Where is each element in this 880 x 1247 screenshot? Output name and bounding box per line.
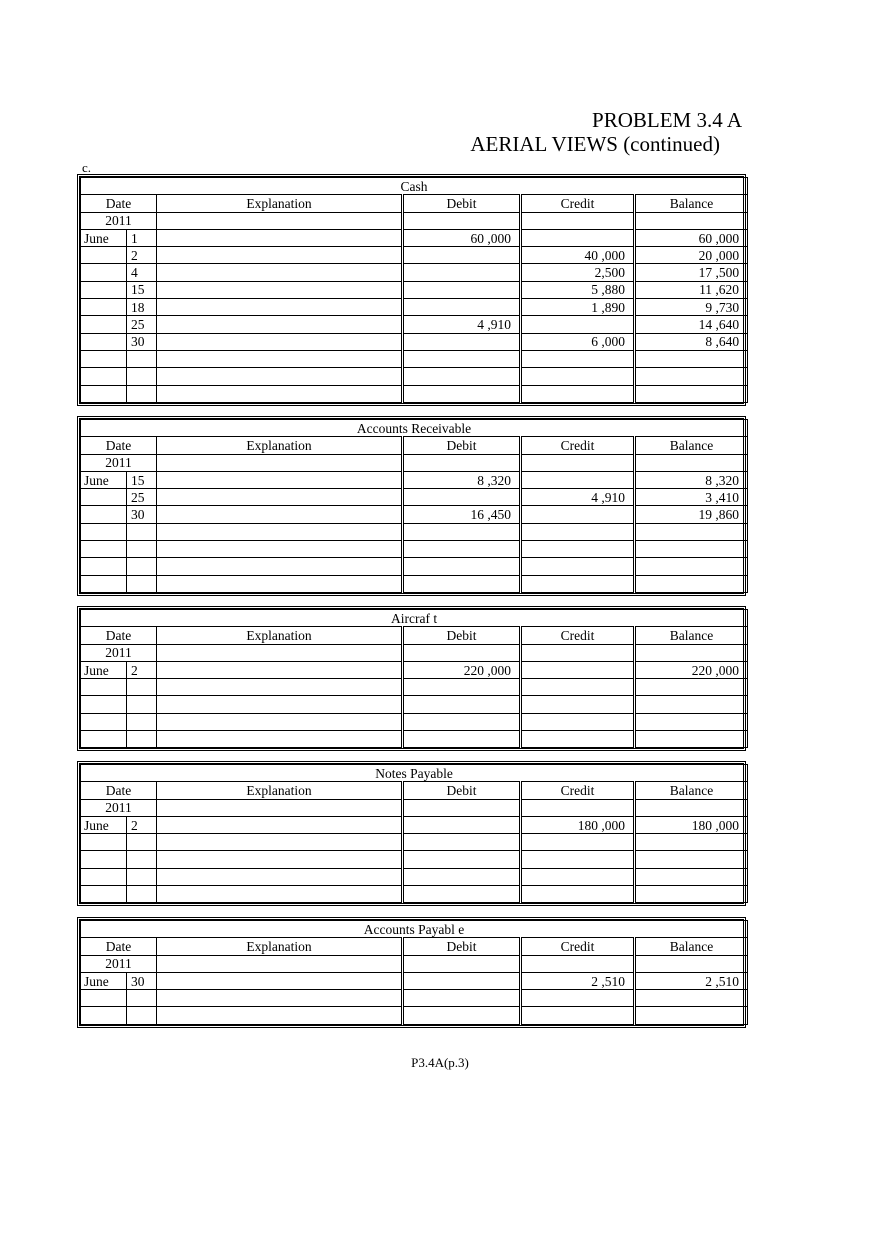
- credit-cell: [521, 471, 635, 488]
- debit-cell: [403, 834, 521, 851]
- blank-row: [81, 523, 748, 540]
- balance-cell: [635, 558, 748, 575]
- entry-row: [81, 816, 748, 833]
- blank-row: [81, 368, 748, 385]
- year-cell: 2011: [81, 799, 157, 816]
- month-cell: [81, 247, 127, 264]
- debit-cell: [403, 489, 521, 506]
- explanation-cell: [157, 506, 403, 523]
- blank-row: [81, 575, 748, 592]
- explanation-cell: [157, 471, 403, 488]
- date-header: Date: [81, 938, 157, 955]
- day-cell: [127, 350, 157, 367]
- day-cell: 30: [127, 333, 157, 350]
- debit-cell: [403, 541, 521, 558]
- account-name: Cash: [81, 178, 748, 195]
- balance-cell: [635, 454, 748, 471]
- balance-cell: [635, 385, 748, 402]
- explanation-cell: [157, 489, 403, 506]
- month-cell: [81, 886, 127, 903]
- credit-cell: [521, 713, 635, 730]
- day-cell: [127, 834, 157, 851]
- blank-row: [81, 731, 748, 748]
- explanation-cell: [157, 281, 403, 298]
- month-cell: [81, 523, 127, 540]
- ledger-table: [80, 920, 748, 1025]
- explanation-cell: [157, 212, 403, 229]
- explanation-cell: [157, 368, 403, 385]
- balance-cell: [635, 541, 748, 558]
- balance-header: Balance: [635, 938, 748, 955]
- credit-cell: 2 ,510: [521, 972, 635, 989]
- day-cell: 30: [127, 506, 157, 523]
- balance-cell: 8 ,320: [635, 471, 748, 488]
- debit-cell: 8 ,320: [403, 471, 521, 488]
- account-name: Accounts Receivable: [81, 420, 748, 437]
- debit-cell: [403, 350, 521, 367]
- explanation-cell: [157, 454, 403, 471]
- credit-header: Credit: [521, 437, 635, 454]
- credit-cell: [521, 212, 635, 229]
- month-cell: June: [81, 661, 127, 678]
- blank-row: [81, 1007, 748, 1024]
- balance-cell: 11 ,620: [635, 281, 748, 298]
- day-cell: 18: [127, 299, 157, 316]
- debit-cell: [403, 679, 521, 696]
- debit-cell: [403, 955, 521, 972]
- day-cell: [127, 713, 157, 730]
- explanation-cell: [157, 558, 403, 575]
- month-cell: [81, 264, 127, 281]
- year-row: [81, 644, 748, 661]
- month-cell: [81, 990, 127, 1007]
- balance-cell: 20 ,000: [635, 247, 748, 264]
- ledger-accounts-receivable: [77, 416, 746, 596]
- credit-cell: [521, 731, 635, 748]
- explanation-cell: [157, 264, 403, 281]
- explanation-cell: [157, 247, 403, 264]
- explanation-header: Explanation: [157, 437, 403, 454]
- entry-row: [81, 972, 748, 989]
- blank-row: [81, 385, 748, 402]
- explanation-cell: [157, 731, 403, 748]
- credit-cell: 180 ,000: [521, 816, 635, 833]
- account-name-row: [81, 765, 748, 782]
- explanation-cell: [157, 816, 403, 833]
- debit-cell: [403, 990, 521, 1007]
- header-row: [81, 782, 748, 799]
- month-cell: [81, 541, 127, 558]
- ledger-aircraft: [77, 606, 746, 751]
- month-cell: [81, 299, 127, 316]
- balance-cell: [635, 1007, 748, 1024]
- explanation-cell: [157, 1007, 403, 1024]
- balance-cell: 3 ,410: [635, 489, 748, 506]
- month-cell: [81, 333, 127, 350]
- debit-cell: [403, 523, 521, 540]
- day-cell: [127, 1007, 157, 1024]
- explanation-header: Explanation: [157, 627, 403, 644]
- ledger-table: [80, 609, 748, 748]
- debit-cell: 60 ,000: [403, 229, 521, 246]
- balance-cell: [635, 523, 748, 540]
- balance-cell: [635, 713, 748, 730]
- credit-cell: [521, 350, 635, 367]
- year-row: [81, 955, 748, 972]
- credit-cell: [521, 523, 635, 540]
- credit-cell: [521, 868, 635, 885]
- credit-cell: [521, 229, 635, 246]
- month-cell: [81, 385, 127, 402]
- credit-cell: [521, 661, 635, 678]
- debit-cell: [403, 558, 521, 575]
- credit-header: Credit: [521, 627, 635, 644]
- balance-cell: [635, 834, 748, 851]
- balance-cell: 60 ,000: [635, 229, 748, 246]
- account-name-row: [81, 420, 748, 437]
- day-cell: [127, 523, 157, 540]
- day-cell: 15: [127, 281, 157, 298]
- day-cell: [127, 731, 157, 748]
- debit-cell: [403, 299, 521, 316]
- entry-row: [81, 489, 748, 506]
- credit-cell: 40 ,000: [521, 247, 635, 264]
- entry-row: [81, 316, 748, 333]
- debit-header: Debit: [403, 627, 521, 644]
- balance-header: Balance: [635, 195, 748, 212]
- explanation-cell: [157, 851, 403, 868]
- month-cell: [81, 316, 127, 333]
- explanation-cell: [157, 696, 403, 713]
- month-cell: [81, 281, 127, 298]
- day-cell: 2: [127, 247, 157, 264]
- explanation-cell: [157, 523, 403, 540]
- day-cell: 25: [127, 316, 157, 333]
- day-cell: 25: [127, 489, 157, 506]
- credit-cell: [521, 385, 635, 402]
- debit-cell: [403, 212, 521, 229]
- debit-cell: [403, 575, 521, 592]
- account-name: Aircraf t: [81, 610, 748, 627]
- explanation-cell: [157, 713, 403, 730]
- header-row: [81, 195, 748, 212]
- day-cell: [127, 368, 157, 385]
- month-cell: June: [81, 471, 127, 488]
- day-cell: [127, 679, 157, 696]
- debit-header: Debit: [403, 782, 521, 799]
- account-name: Accounts Payabl e: [81, 921, 748, 938]
- entry-row: [81, 471, 748, 488]
- credit-cell: 5 ,880: [521, 281, 635, 298]
- year-row: [81, 212, 748, 229]
- balance-cell: [635, 955, 748, 972]
- debit-cell: [403, 247, 521, 264]
- balance-cell: [635, 731, 748, 748]
- credit-cell: [521, 834, 635, 851]
- blank-row: [81, 990, 748, 1007]
- explanation-cell: [157, 972, 403, 989]
- debit-cell: [403, 972, 521, 989]
- month-cell: [81, 1007, 127, 1024]
- part-label: c.: [82, 160, 92, 175]
- debit-cell: 220 ,000: [403, 661, 521, 678]
- debit-cell: [403, 886, 521, 903]
- credit-header: Credit: [521, 782, 635, 799]
- debit-cell: [403, 868, 521, 885]
- blank-row: [81, 713, 748, 730]
- credit-cell: [521, 1007, 635, 1024]
- day-cell: [127, 851, 157, 868]
- month-cell: [81, 350, 127, 367]
- month-cell: [81, 506, 127, 523]
- debit-cell: [403, 731, 521, 748]
- debit-cell: [403, 281, 521, 298]
- day-cell: 4: [127, 264, 157, 281]
- debit-cell: [403, 333, 521, 350]
- balance-cell: [635, 575, 748, 592]
- balance-cell: [635, 679, 748, 696]
- ledger-table: [80, 419, 748, 593]
- explanation-cell: [157, 350, 403, 367]
- account-name-row: [81, 610, 748, 627]
- blank-row: [81, 886, 748, 903]
- explanation-header: Explanation: [157, 195, 403, 212]
- month-cell: [81, 696, 127, 713]
- header-row: [81, 938, 748, 955]
- year-row: [81, 799, 748, 816]
- year-cell: 2011: [81, 212, 157, 229]
- debit-cell: [403, 799, 521, 816]
- credit-cell: [521, 506, 635, 523]
- explanation-cell: [157, 834, 403, 851]
- month-cell: [81, 731, 127, 748]
- month-cell: [81, 851, 127, 868]
- explanation-header: Explanation: [157, 782, 403, 799]
- day-cell: [127, 868, 157, 885]
- month-cell: June: [81, 972, 127, 989]
- balance-cell: 220 ,000: [635, 661, 748, 678]
- debit-cell: 4 ,910: [403, 316, 521, 333]
- blank-row: [81, 851, 748, 868]
- credit-cell: 6 ,000: [521, 333, 635, 350]
- debit-cell: [403, 454, 521, 471]
- explanation-cell: [157, 868, 403, 885]
- credit-cell: [521, 955, 635, 972]
- balance-cell: [635, 990, 748, 1007]
- credit-cell: [521, 541, 635, 558]
- debit-header: Debit: [403, 437, 521, 454]
- credit-header: Credit: [521, 195, 635, 212]
- blank-row: [81, 868, 748, 885]
- credit-cell: [521, 990, 635, 1007]
- debit-header: Debit: [403, 195, 521, 212]
- explanation-cell: [157, 385, 403, 402]
- balance-cell: [635, 868, 748, 885]
- balance-header: Balance: [635, 782, 748, 799]
- blank-row: [81, 558, 748, 575]
- balance-cell: [635, 350, 748, 367]
- month-cell: [81, 834, 127, 851]
- account-name-row: [81, 921, 748, 938]
- credit-cell: [521, 886, 635, 903]
- balance-cell: [635, 886, 748, 903]
- balance-cell: 19 ,860: [635, 506, 748, 523]
- balance-header: Balance: [635, 627, 748, 644]
- explanation-cell: [157, 333, 403, 350]
- month-cell: [81, 489, 127, 506]
- account-name-row: [81, 178, 748, 195]
- credit-cell: [521, 368, 635, 385]
- balance-cell: [635, 851, 748, 868]
- debit-cell: [403, 264, 521, 281]
- credit-cell: [521, 679, 635, 696]
- debit-cell: [403, 368, 521, 385]
- balance-cell: [635, 368, 748, 385]
- header-row: [81, 437, 748, 454]
- year-cell: 2011: [81, 955, 157, 972]
- day-cell: [127, 575, 157, 592]
- day-cell: 2: [127, 661, 157, 678]
- balance-cell: [635, 212, 748, 229]
- balance-cell: 17 ,500: [635, 264, 748, 281]
- ledger-table: [80, 177, 748, 403]
- balance-cell: 14 ,640: [635, 316, 748, 333]
- date-header: Date: [81, 437, 157, 454]
- entry-row: [81, 333, 748, 350]
- explanation-cell: [157, 644, 403, 661]
- explanation-cell: [157, 955, 403, 972]
- month-cell: [81, 713, 127, 730]
- credit-cell: 1 ,890: [521, 299, 635, 316]
- debit-header: Debit: [403, 938, 521, 955]
- day-cell: 2: [127, 816, 157, 833]
- blank-row: [81, 679, 748, 696]
- day-cell: 15: [127, 471, 157, 488]
- day-cell: [127, 558, 157, 575]
- debit-cell: 16 ,450: [403, 506, 521, 523]
- credit-cell: [521, 696, 635, 713]
- credit-cell: 2,500: [521, 264, 635, 281]
- day-cell: 1: [127, 229, 157, 246]
- account-name: Notes Payable: [81, 765, 748, 782]
- ledger-cash: [77, 174, 746, 406]
- credit-cell: [521, 851, 635, 868]
- month-cell: [81, 575, 127, 592]
- balance-cell: 8 ,640: [635, 333, 748, 350]
- credit-cell: [521, 575, 635, 592]
- debit-cell: [403, 644, 521, 661]
- explanation-cell: [157, 661, 403, 678]
- header-row: [81, 627, 748, 644]
- ledger-table: [80, 764, 748, 903]
- balance-cell: [635, 799, 748, 816]
- credit-cell: [521, 454, 635, 471]
- debit-cell: [403, 1007, 521, 1024]
- credit-cell: 4 ,910: [521, 489, 635, 506]
- explanation-cell: [157, 541, 403, 558]
- explanation-cell: [157, 575, 403, 592]
- ledger-notes-payable: [77, 761, 746, 906]
- blank-row: [81, 834, 748, 851]
- day-cell: [127, 990, 157, 1007]
- problem-title: PROBLEM 3.4 A: [592, 108, 742, 132]
- debit-cell: [403, 385, 521, 402]
- entry-row: [81, 229, 748, 246]
- balance-cell: 180 ,000: [635, 816, 748, 833]
- credit-cell: [521, 799, 635, 816]
- entry-row: [81, 506, 748, 523]
- month-cell: [81, 868, 127, 885]
- blank-row: [81, 350, 748, 367]
- explanation-cell: [157, 299, 403, 316]
- debit-cell: [403, 696, 521, 713]
- entry-row: [81, 264, 748, 281]
- credit-cell: [521, 644, 635, 661]
- credit-header: Credit: [521, 938, 635, 955]
- page-footer: P3.4A(p.3): [411, 1055, 469, 1070]
- balance-cell: 9 ,730: [635, 299, 748, 316]
- month-cell: [81, 368, 127, 385]
- entry-row: [81, 299, 748, 316]
- balance-cell: [635, 696, 748, 713]
- ledger-accounts-payable: [77, 917, 746, 1028]
- month-cell: [81, 558, 127, 575]
- blank-row: [81, 696, 748, 713]
- day-cell: 30: [127, 972, 157, 989]
- date-header: Date: [81, 627, 157, 644]
- balance-header: Balance: [635, 437, 748, 454]
- month-cell: June: [81, 816, 127, 833]
- day-cell: [127, 541, 157, 558]
- month-cell: [81, 679, 127, 696]
- debit-cell: [403, 713, 521, 730]
- balance-cell: 2 ,510: [635, 972, 748, 989]
- explanation-cell: [157, 316, 403, 333]
- credit-cell: [521, 558, 635, 575]
- blank-row: [81, 541, 748, 558]
- month-cell: June: [81, 229, 127, 246]
- explanation-cell: [157, 799, 403, 816]
- problem-subtitle: AERIAL VIEWS (continued): [470, 132, 720, 156]
- day-cell: [127, 385, 157, 402]
- day-cell: [127, 886, 157, 903]
- explanation-cell: [157, 229, 403, 246]
- day-cell: [127, 696, 157, 713]
- explanation-header: Explanation: [157, 938, 403, 955]
- year-cell: 2011: [81, 644, 157, 661]
- entry-row: [81, 281, 748, 298]
- entry-row: [81, 247, 748, 264]
- year-row: [81, 454, 748, 471]
- explanation-cell: [157, 886, 403, 903]
- debit-cell: [403, 816, 521, 833]
- entry-row: [81, 661, 748, 678]
- explanation-cell: [157, 990, 403, 1007]
- credit-cell: [521, 316, 635, 333]
- year-cell: 2011: [81, 454, 157, 471]
- date-header: Date: [81, 195, 157, 212]
- balance-cell: [635, 644, 748, 661]
- debit-cell: [403, 851, 521, 868]
- explanation-cell: [157, 679, 403, 696]
- date-header: Date: [81, 782, 157, 799]
